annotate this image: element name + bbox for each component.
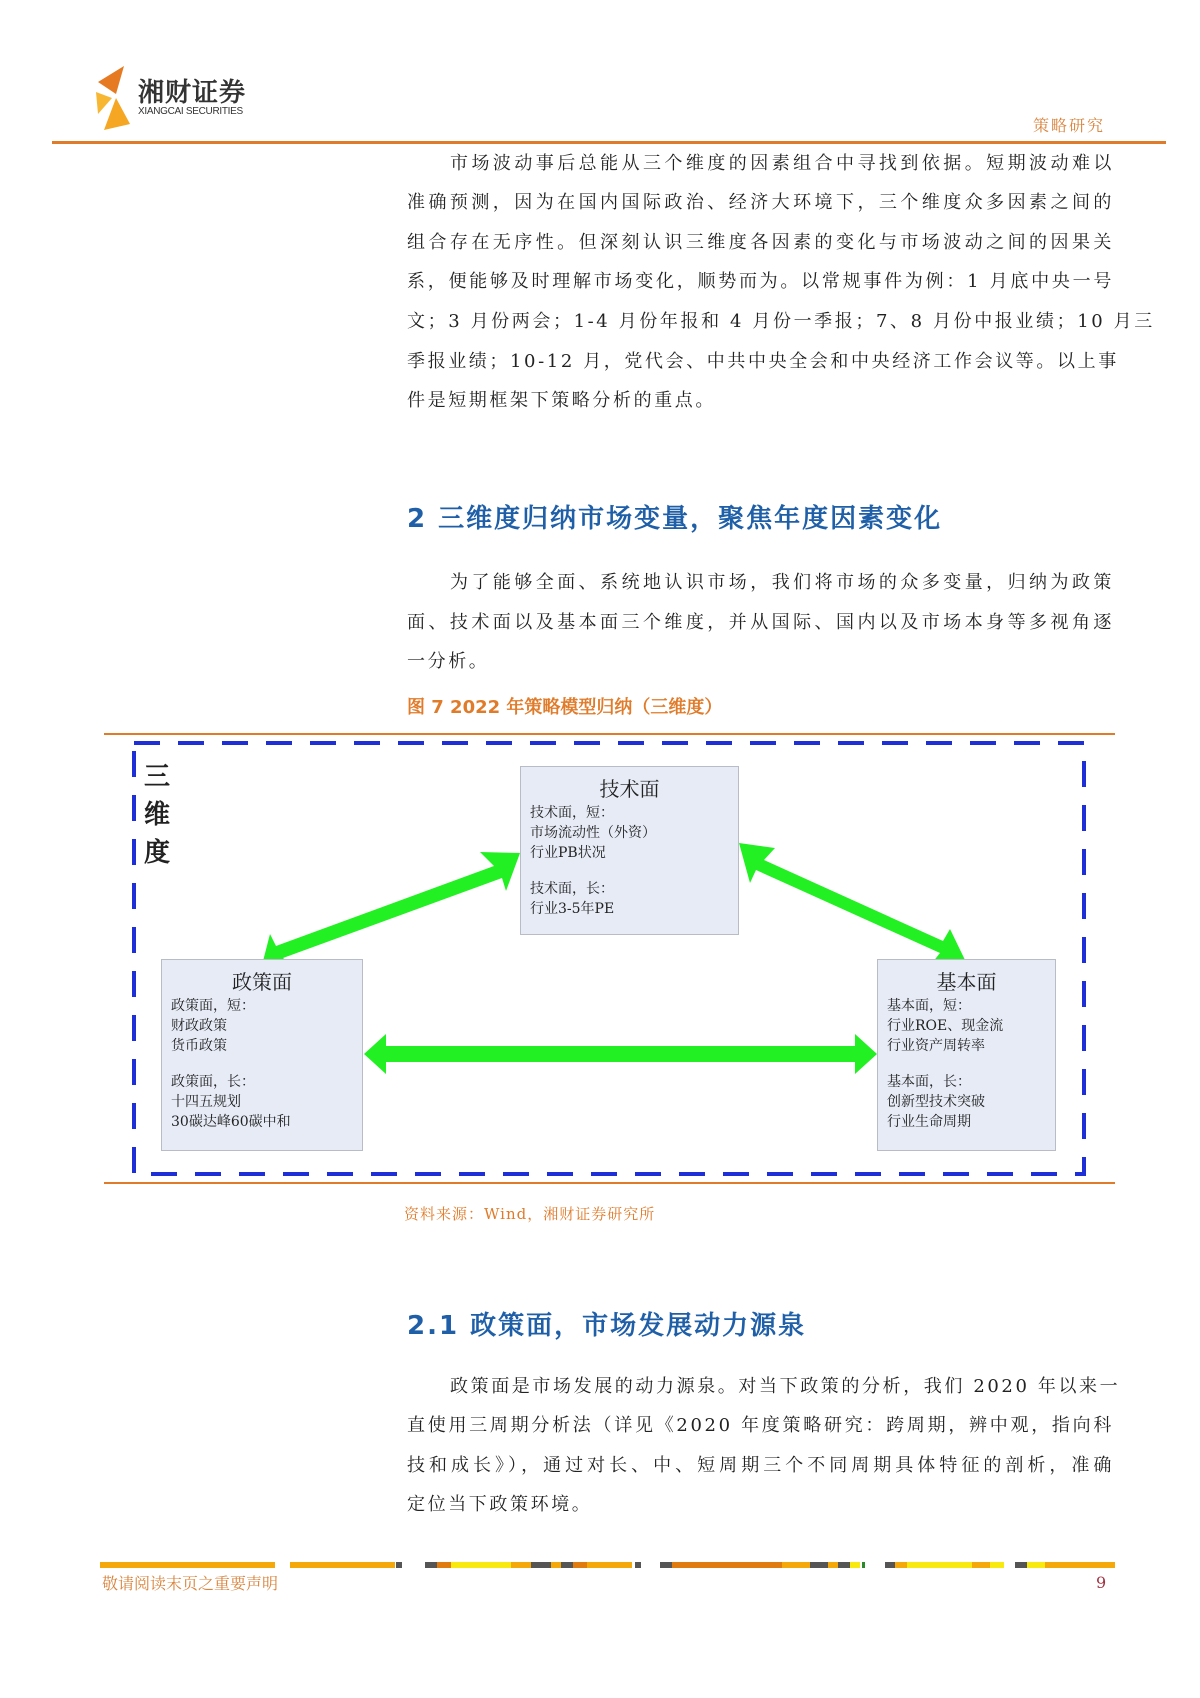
tech-box bbox=[520, 766, 739, 935]
arrow-tech-basic bbox=[739, 843, 965, 963]
box-text: 技术面，短： bbox=[530, 805, 614, 821]
box-text: 十四五规划 bbox=[171, 1094, 241, 1110]
box-text: 行业生命周期 bbox=[887, 1114, 971, 1130]
box-text: 行业ROE、现金流 bbox=[887, 1018, 1004, 1034]
box-text: 行业3-5年PE bbox=[530, 901, 615, 917]
brand-cn: 湘财证券 bbox=[138, 78, 247, 108]
subsection-heading: 2.1 政策面，市场发展动力源泉 bbox=[407, 1311, 807, 1341]
text-line: 为了能够全面、系统地认识市场，我们将市场的众多变量，归纳为政策 bbox=[450, 572, 1114, 593]
box-title: 政策面 bbox=[232, 970, 292, 994]
arrow-tech-policy bbox=[262, 852, 520, 968]
text-line: 面、技术面以及基本面三个维度，并从国际、国内以及市场本身等多视角逐 bbox=[407, 612, 1114, 633]
box-text: 行业PB状况 bbox=[530, 845, 606, 861]
figure-source: 资料来源：Wind，湘财证券研究所 bbox=[404, 1205, 656, 1223]
section-heading: 2 三维度归纳市场变量，聚焦年度因素变化 bbox=[407, 504, 943, 534]
text-line: 组合存在无序性。但深刻认识三维度各因素的变化与市场波动之间的因果关 bbox=[407, 232, 1114, 253]
box-text: 行业资产周转率 bbox=[887, 1038, 985, 1054]
footer-disclaimer: 敬请阅读末页之重要声明 bbox=[102, 1574, 279, 1593]
figure-caption: 图 7 2022 年策略模型归纳（三维度） bbox=[407, 697, 723, 718]
text-line: 件是短期框架下策略分析的重点。 bbox=[407, 390, 716, 411]
frame-label-char: 三 bbox=[144, 762, 171, 792]
section-label: 策略研究 bbox=[1033, 116, 1106, 135]
text-line: 定位当下政策环境。 bbox=[407, 1494, 593, 1515]
frame-label bbox=[144, 758, 170, 872]
box-text: 基本面，长： bbox=[887, 1074, 971, 1090]
text-line: 季报业绩；10-12 月，党代会、中共中央全会和中央经济工作会议等。以上事 bbox=[407, 351, 1119, 372]
box-text: 政策面，短： bbox=[171, 998, 255, 1014]
box-text: 政策面，长： bbox=[171, 1074, 255, 1090]
box-text: 创新型技术突破 bbox=[887, 1094, 985, 1110]
text-line: 市场波动事后总能从三个维度的因素组合中寻找到依据。短期波动难以 bbox=[450, 153, 1114, 174]
figure-bottom-rule bbox=[104, 1182, 1115, 1184]
basic-box bbox=[877, 959, 1056, 1151]
frame-label-char: 度 bbox=[144, 838, 171, 868]
text-line: 系，便能够及时理解市场变化，顺势而为。以常规事件为例：1 月底中央一号 bbox=[407, 271, 1114, 292]
box-text: 技术面，长： bbox=[530, 881, 614, 897]
frame-label-char: 维 bbox=[144, 800, 171, 830]
box-text: 财政政策 bbox=[171, 1018, 227, 1034]
text-line: 技和成长》），通过对长、中、短周期三个不同周期具体特征的剖析，准确 bbox=[407, 1455, 1114, 1476]
footer-decor-bar bbox=[100, 1562, 1115, 1568]
box-text: 货币政策 bbox=[171, 1038, 227, 1054]
text-line: 一分析。 bbox=[407, 651, 490, 672]
box-text: 市场流动性（外资） bbox=[530, 825, 656, 841]
text-line: 政策面是市场发展的动力源泉。对当下政策的分析，我们 2020 年以来一 bbox=[450, 1376, 1121, 1397]
box-title: 技术面 bbox=[599, 777, 660, 801]
policy-box bbox=[161, 959, 363, 1151]
text-line: 直使用三周期分析法（详见《2020 年度策略研究：跨周期，辨中观，指向科 bbox=[407, 1415, 1114, 1436]
arrow-policy-basic bbox=[364, 1034, 877, 1074]
text-line: 准确预测，因为在国内国际政治、经济大环境下，三个维度众多因素之间的 bbox=[407, 192, 1114, 213]
text-line: 文；3 月份两会；1-4 月份年报和 4 月份一季报；7、8 月份中报业绩；10 月三 bbox=[407, 311, 1155, 332]
page-number: 9 bbox=[1096, 1573, 1107, 1592]
box-text: 基本面，短： bbox=[887, 998, 971, 1014]
brand-en: XIANGCAI SECURITIES bbox=[138, 106, 243, 117]
box-title: 基本面 bbox=[936, 970, 997, 994]
box-text: 30碳达峰60碳中和 bbox=[171, 1114, 291, 1130]
